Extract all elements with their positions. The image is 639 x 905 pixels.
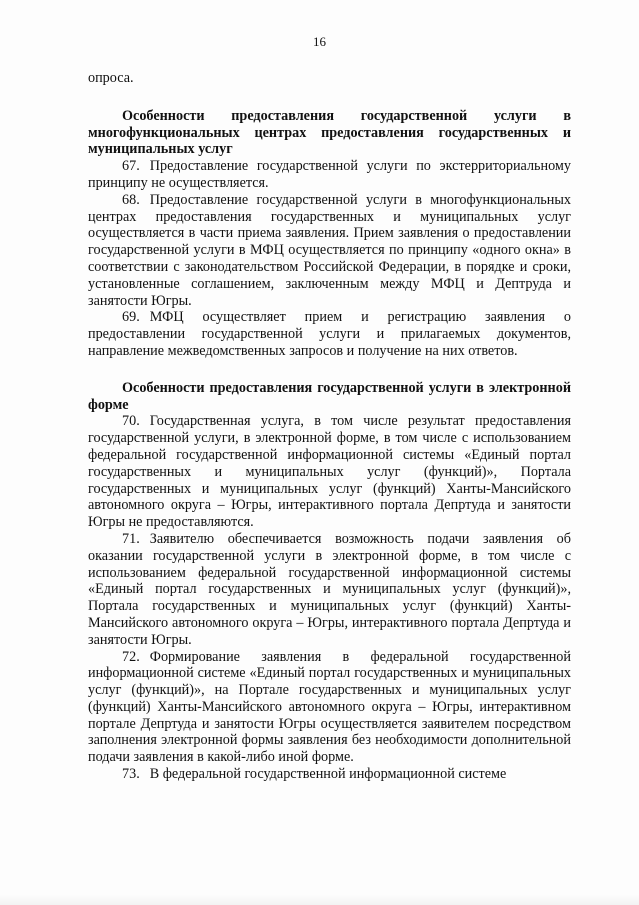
section-heading-text: Особенности предоставления государственной услуги в многофункциональных центрах предоставления государственных и муниципальных услуг — [88, 107, 571, 158]
numbered-paragraph — [88, 309, 571, 359]
paragraph-text: Формирование заявления в федеральной государственной информационной системе «Единый портал государственных и муниципальных услуг (функций)», на Портале государственных и муниципальных услуг (функций) Ханты-Мансийского автономного округа – Югры, интерактивном портале Депртуда и занятости Югры осуществляется заявителем посредством заполнения электронной формы заявления без необходимости дополнительной подачи заявления в какой-либо иной форме. — [88, 648, 571, 766]
paragraph-text: МФЦ осуществляет прием и регистрацию заявления о предоставлении государственной услуги и прилагаемых документов, направление межведомственных запросов и получение на них ответов. — [88, 309, 571, 359]
paragraph-number: 71. — [122, 530, 140, 547]
numbered-paragraph — [88, 531, 571, 649]
paragraph-number: 68. — [122, 191, 140, 208]
paragraph-number: 70. — [122, 413, 140, 430]
section-heading — [88, 108, 571, 158]
document-body — [88, 70, 571, 783]
paragraph-text: В федеральной государственной информационной системе — [149, 766, 507, 783]
numbered-paragraph — [88, 649, 571, 767]
paragraph-text: Предоставление государственной услуги по экстерриториальному принципу не осуществляется. — [88, 158, 571, 191]
paragraph-text: Предоставление государственной услуги в многофункциональных центрах предоставления государственных и муниципальных услуг осуществляется в части приема заявления. Прием заявления о предоставлении государственной услуги в МФЦ осуществляется по принципу «одного окна» в соответствии с законодательством Российской Федерации, в порядке и сроки, установленные соглашением, заключенным между МФЦ и Дептруда и занятости Югры. — [88, 191, 571, 309]
page-number: 16 — [313, 34, 326, 49]
paragraph-number: 67. — [122, 158, 140, 175]
paragraph-number: 72. — [122, 648, 140, 665]
paragraph-text: опроса. — [88, 70, 134, 86]
paragraph-number: 73. — [122, 766, 140, 783]
section-heading — [88, 380, 571, 414]
paragraph-gap — [88, 87, 571, 108]
paragraph-number: 69. — [122, 309, 140, 326]
paragraph-text: Государственная услуга, в том числе результат предоставления государственной услуги, в электронной форме, в том числе с использованием федеральной государственной информационной системы «Единый портал государственных и муниципальных услуг (функций)», Портала государственных и муниципальных услуг (функций) Ханты-Мансийского автономного округа – Югры, интерактивного портала Депртуда и занятости Югры не предоставляются. — [88, 413, 571, 531]
section-heading-text: Особенности предоставления государственной услуги в электронной форме — [88, 379, 571, 413]
numbered-paragraph — [88, 413, 571, 531]
numbered-paragraph — [88, 192, 571, 310]
paragraph-gap — [88, 360, 571, 380]
paragraph-text: Заявителю обеспечивается возможность подачи заявления об оказании государственной услуги в электронной форме, в том числе с использованием федеральной государственной информационной системы «Единый портал государственных и муниципальных услуг (функций)», Портала государственных и муниципальных услуг (функций) Ханты-Мансийского автономного округа – Югры, интерактивного портала Депртуда и занятости Югры. — [88, 530, 571, 648]
scan-edge — [0, 895, 639, 905]
paragraph-continuation — [88, 70, 571, 87]
numbered-paragraph — [88, 766, 571, 783]
numbered-paragraph — [88, 158, 571, 192]
